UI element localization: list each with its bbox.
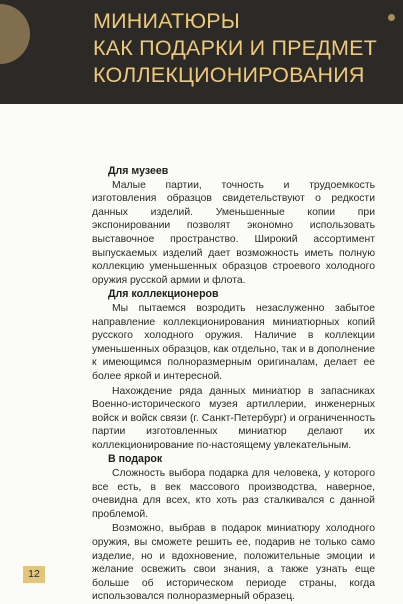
paragraph: Мы пытаемся возродить незаслуженно забытое направление коллекционирования миниатюрных копий русского холодного оружия. Наличие в коллекции уменьшенных образцов, как отдельно, так и в дополнение к имеющимся полноразмерным оригиналам, делает ее более яркой и интересной. xyxy=(92,302,375,382)
page-body xyxy=(92,165,375,604)
paragraph: Возможно, выбрав в подарок миниатюру холодного оружия, вы сможете решить ее, подарив не только само изделие, но и вдохновение, положительные эмоции и желание освежить свои знания, а также узнать еще больше об историческом периоде страны, когда использовался полноразмерный образец. xyxy=(92,523,375,603)
page-number: 12 xyxy=(23,566,45,583)
decorative-dot xyxy=(388,14,395,21)
paragraph: Малые партии, точность и трудоемкость изготовления образцов свидетельствуют о редкости данных изделий. Уменьшенные копии при экспонировании позволят экономно использовать выставочное пространство. Широкий ассортимент выпускаемых изделий дает возможность иметь полную коллекцию уменьшенных образцов строевого холодного оружия русской армии и флота. xyxy=(92,179,375,286)
page-title-line: МИНИАТЮРЫ xyxy=(93,9,241,33)
decorative-circle xyxy=(0,4,30,64)
section-heading: Для музеев xyxy=(108,165,169,177)
section-gift xyxy=(92,453,375,604)
section-heading: Для коллекционеров xyxy=(108,288,219,301)
section-collectors xyxy=(92,288,375,452)
page-title-line: КОЛЛЕКЦИОНИРОВАНИЯ xyxy=(93,63,365,87)
section-heading: В подарок xyxy=(108,453,163,466)
page-title-line: КАК ПОДАРКИ И ПРЕДМЕТ xyxy=(93,36,377,60)
page-header xyxy=(0,0,403,104)
page-title xyxy=(93,8,377,89)
paragraph: Нахождение ряда данных миниатюр в запасниках Военно-исторического музея артиллерии, инженерных войск и войск связи (г. Санкт-Петербург) и ограниченность партии изготовленных миниатюр делают их коллекционирование по-настоящему увлекательным. xyxy=(92,385,375,451)
section-museums xyxy=(92,165,375,287)
paragraph: Сложность выбора подарка для человека, у которого все есть, в век массового производства, наверное, очевидна для всех, кто хоть раз сталкивался с данной проблемой. xyxy=(92,468,375,520)
